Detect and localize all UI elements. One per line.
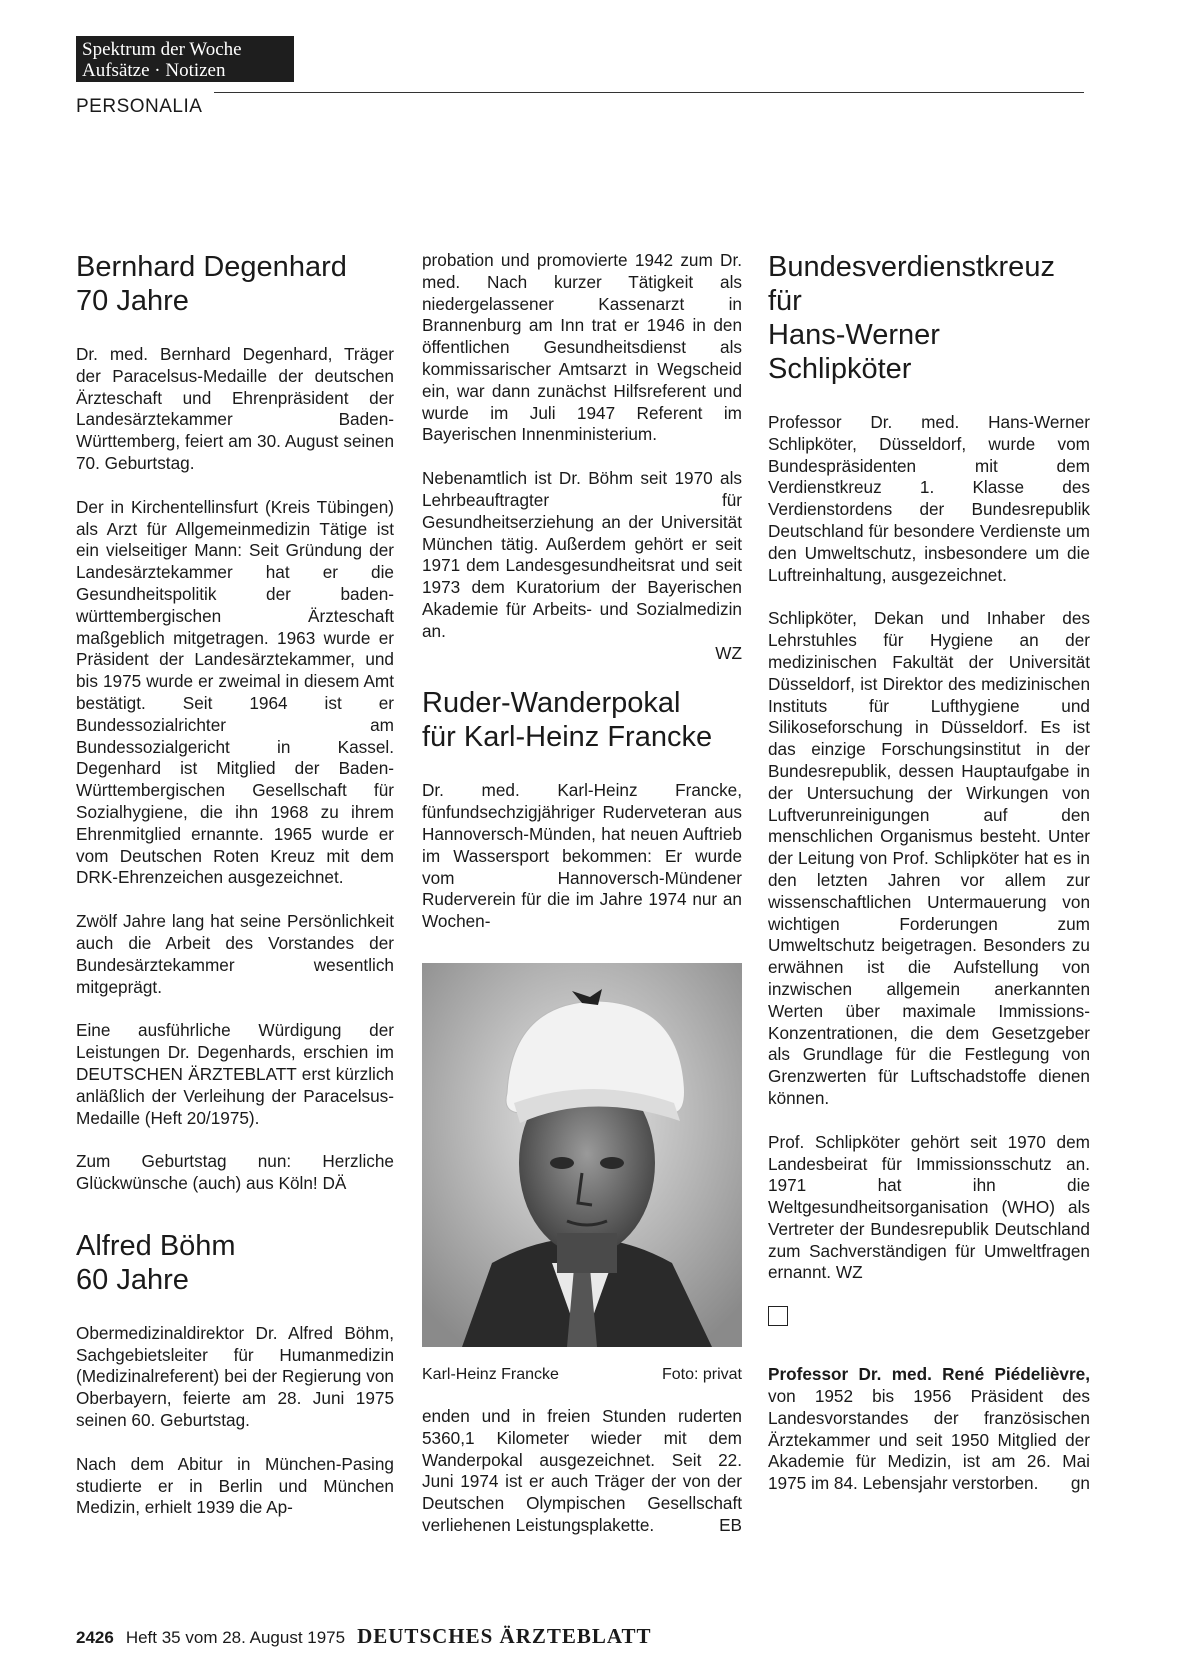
article-degenhard-paragraph: Dr. med. Bernhard Degenhard, Träger der Paracelsus-Medaille der deutschen Ärzteschaft und Ehrenpräsident der Landesärztekammer Baden-Württemberg, feiert am 30. August seinen 70. Geburtstag. bbox=[76, 344, 394, 473]
article-francke-paragraph: enden und in freien Stunden ruderten 5360,1 Kilometer wieder mit dem Wanderpokal ausgezeichnet. Seit 22. Juni 1974 ist er auch Träger der von der Deutschen Olympischen Gesellschaft verliehenen Leistungsplakette. EB bbox=[422, 1405, 742, 1535]
article-degenhard-paragraph: Zwölf Jahre lang hat seine Persönlichkeit auch die Arbeit des Vorstandes der Bundesärztekammer wesentlich mitgeprägt. bbox=[76, 911, 394, 997]
author-signature: WZ bbox=[715, 642, 742, 663]
column-2 bbox=[422, 250, 742, 1559]
article-francke-title: Ruder-Wanderpokal für Karl-Heinz Francke bbox=[422, 687, 713, 754]
article-francke-paragraph: Dr. med. Karl-Heinz Francke, fünfundsechzigjähriger Ruderveteran aus Hannoversch-Münden, hat neuen Auftrieb im Wassersport bekommen: Er wurde vom Hannoversch-Mündener Ruderverein für die im Jahre 1974 nur an Wochen- bbox=[422, 780, 742, 932]
article-boehm-paragraph: Nebenamtlich ist Dr. Böhm seit 1970 als Lehrbeauftragter für Gesundheitserziehung an der Universität München tätig. Außerdem gehört er seit 1971 dem Landesgesundheitsrat und seit 1973 dem Kuratorium der Bayerischen Akademie für Arbeits- und Sozialmedizin an. WZ bbox=[422, 468, 742, 663]
author-signature: WZ bbox=[835, 1262, 863, 1283]
article-degenhard-closing: Zum Geburtstag nun: Herzliche Glückwünsche (auch) aus Köln! DÄ bbox=[76, 1151, 394, 1194]
page-number: 2426 bbox=[76, 1628, 114, 1647]
author-signature: DÄ bbox=[322, 1173, 347, 1194]
article-boehm-paragraph: Nach dem Abitur in München-Pasing studierte er in Berlin und München Medizin, erhielt 1939 die Ap- bbox=[76, 1453, 394, 1518]
column-3 bbox=[768, 250, 1090, 1517]
article-boehm-paragraph: probation und promovierte 1942 zum Dr. med. Nach kurzer Tätigkeit als niedergelassener Kassenarzt in Brannenburg am Inn trat er 1946 in den öffentlichen Gesundheitsdienst als kommissarischer Amtsarzt in Wegscheid ein, war dann zunächst Hilfsreferent und wurde im Juli 1947 Referent im Bayerischen Innenministerium. bbox=[422, 250, 742, 445]
issue-info: Heft 35 vom 28. August 1975 bbox=[125, 1628, 346, 1647]
section-label: PERSONALIA bbox=[76, 96, 203, 117]
article-degenhard-title: Bernhard Degenhard 70 Jahre bbox=[76, 251, 347, 317]
journal-name: DEUTSCHES ÄRZTEBLATT bbox=[357, 1624, 652, 1648]
badge-line-1: Spektrum der Woche bbox=[82, 39, 242, 60]
magazine-section-badge bbox=[76, 36, 294, 82]
article-degenhard-paragraph: Der in Kirchentellinsfurt (Kreis Tübingen) als Arzt für Allgemeinmedizin Tätige ist ein vielseitiger Mann: Seit Gründung der Landesärztekammer hat er die Gesundheitspolitik der baden-württembergischen Ärzteschaft maßgeblich mitgetragen. 1963 wurde er Präsident der Landesärztekammer, und bis 1975 wurde er zweimal in diesem Amt bestätigt. Seit 1964 ist er Bundessozialrichter am Bundessozialgericht in Kassel. Degenhard ist Mitglied der Baden-Württembergischen Gesellschaft für Sozialhygiene, die ihn 1968 zu ihrem Ehrenmitglied ernannte. 1965 wurde er vom Deutschen Roten Kreuz mit dem DRK-Ehrenzeichen ausgezeichnet. bbox=[76, 496, 394, 888]
article-boehm-title: Alfred Böhm 60 Jahre bbox=[76, 1229, 236, 1296]
article-schlipkoeter-title: Bundesverdienstkreuz für Hans-Werner Schlipköter bbox=[768, 251, 1055, 385]
caption-credit: Foto: privat bbox=[661, 1365, 742, 1383]
square-icon bbox=[768, 1306, 788, 1326]
article-schlipkoeter-paragraph: Prof. Schlipköter gehört seit 1970 dem Landesbeirat für Immissionsschutz an. 1971 hat ihn die Weltgesundheitsorganisation (WHO) als Vertreter der Bundesrepublik Deutschland zum Sachverständigen für Umweltfragen ernannt. WZ bbox=[768, 1131, 1090, 1283]
article-schlipkoeter-paragraph: Professor Dr. med. Hans-Werner Schlipköter, Düsseldorf, wurde vom Bundespräsidenten mit dem Verdienstkreuz 1. Klasse des Verdienstordens der Bundesrepublik Deutschland für besondere Verdienste um den Umweltschutz, insbesondere um die Luftreinhaltung, ausgezeichnet. bbox=[768, 412, 1090, 585]
article-boehm-paragraph: Obermedizinaldirektor Dr. Alfred Böhm, Sachgebietsleiter für Humanmedizin (Medizinalreferent) bei der Regierung von Oberbayern, feierte am 28. Juni 1975 seinen 60. Geburtstag. bbox=[76, 1322, 394, 1431]
header-rule bbox=[214, 92, 1084, 93]
page-footer bbox=[76, 1624, 652, 1649]
author-signature: EB bbox=[719, 1514, 742, 1535]
article-piedelievre-paragraph: Professor Dr. med. René Piédelièvre, von 1952 bis 1956 Präsident des Landesvorstandes der französischen Ärztekammer und seit 1950 Mitglied der Akademie für Medizin, ist am 26. Mai 1975 im 84. Lebensjahr verstorben. gn bbox=[768, 1364, 1090, 1494]
author-signature: gn bbox=[1070, 1473, 1090, 1494]
article-degenhard-paragraph: Eine ausführliche Würdigung der Leistungen Dr. Degenhards, erschien im DEUTSCHEN ÄRZTEBLATT erst kürzlich anläßlich der Verleihung der Paracelsus-Medaille (Heft 20/1975). bbox=[76, 1020, 394, 1128]
column-1 bbox=[76, 250, 394, 1541]
article-schlipkoeter-paragraph: Schlipköter, Dekan und Inhaber des Lehrstuhles für Hygiene an der medizinischen Fakultät der Universität Düsseldorf, ist Direktor des medizinischen Instituts für Lufthygiene und Silikoseforschung in Düsseldorf. Es ist das einzige Forschungsinstitut in der Bundesrepublik, dessen Hauptaufgabe in der Untersuchung der Wirkungen von Luftverunreinigungen auf den menschlichen Organismus besteht. Unter der Leitung von Prof. Schlipköter hat es in den letzten Jahren vor allem zur wissenschaftlichen Untermauerung von wichtigen Forderungen zum Umweltschutz beigetragen. Besonders zu erwähnen ist die Aufstellung von inzwischen allgemein anerkannten Werten über maximale Immissions-Konzentrationen, die dem Gesetzgeber als Grundlage für die Festlegung von Grenzwerten für Luftschadstoffe dienen können. bbox=[768, 608, 1090, 1108]
portrait-photo bbox=[422, 963, 742, 1347]
photo-caption bbox=[422, 1366, 742, 1384]
caption-name: Karl-Heinz Francke bbox=[422, 1365, 559, 1383]
badge-line-2: Aufsätze · Notizen bbox=[82, 60, 226, 81]
